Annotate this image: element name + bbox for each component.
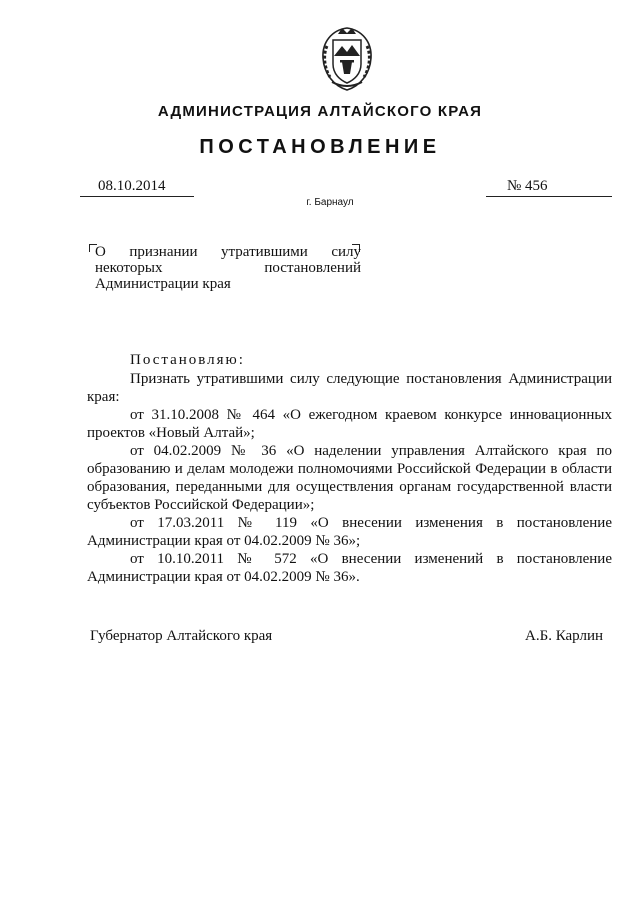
decree-word: Постановляю: [130, 352, 245, 368]
organization-title: АДМИНИСТРАЦИЯ АЛТАЙСКОГО КРАЯ [157, 103, 483, 120]
body-paragraph: Признать утратившими силу следующие постановления Администрации края: [87, 371, 612, 405]
body-paragraph: от 17.03.2011 № 119 «О внесении изменения в постановление Администрации края от 04.02.2009 № 36»; [87, 515, 612, 549]
coat-of-arms-icon [314, 24, 380, 94]
document-number: № 456 [507, 178, 548, 194]
body-paragraph: от 10.10.2011 № 572 «О внесении изменений в постановление Администрации края от 04.02.2009 № 36». [87, 551, 612, 585]
body-paragraph: от 04.02.2009 № 36 «О наделении управления Алтайского края по образованию и делам молодежи полномочиями Российской Федерации в области образования, переданными для осуществления органам государственной власти субъектов Российской Федерации»; [87, 443, 612, 513]
document-subject: О признании утратившими силу некоторых постановлений Администрации края [95, 244, 361, 292]
body-paragraph: от 31.10.2008 № 464 «О ежегодном краевом конкурсе инновационных проектов «Новый Алтай»; [87, 407, 612, 441]
document-date: 08.10.2014 [98, 178, 166, 194]
document-body [87, 370, 612, 586]
signer-position: Губернатор Алтайского края [90, 628, 273, 644]
signer-name: А.Б. Карлин [525, 628, 604, 644]
document-type-title: ПОСТАНОВЛЕНИЕ [199, 136, 441, 158]
city-name: г. Барнаул [306, 197, 354, 208]
